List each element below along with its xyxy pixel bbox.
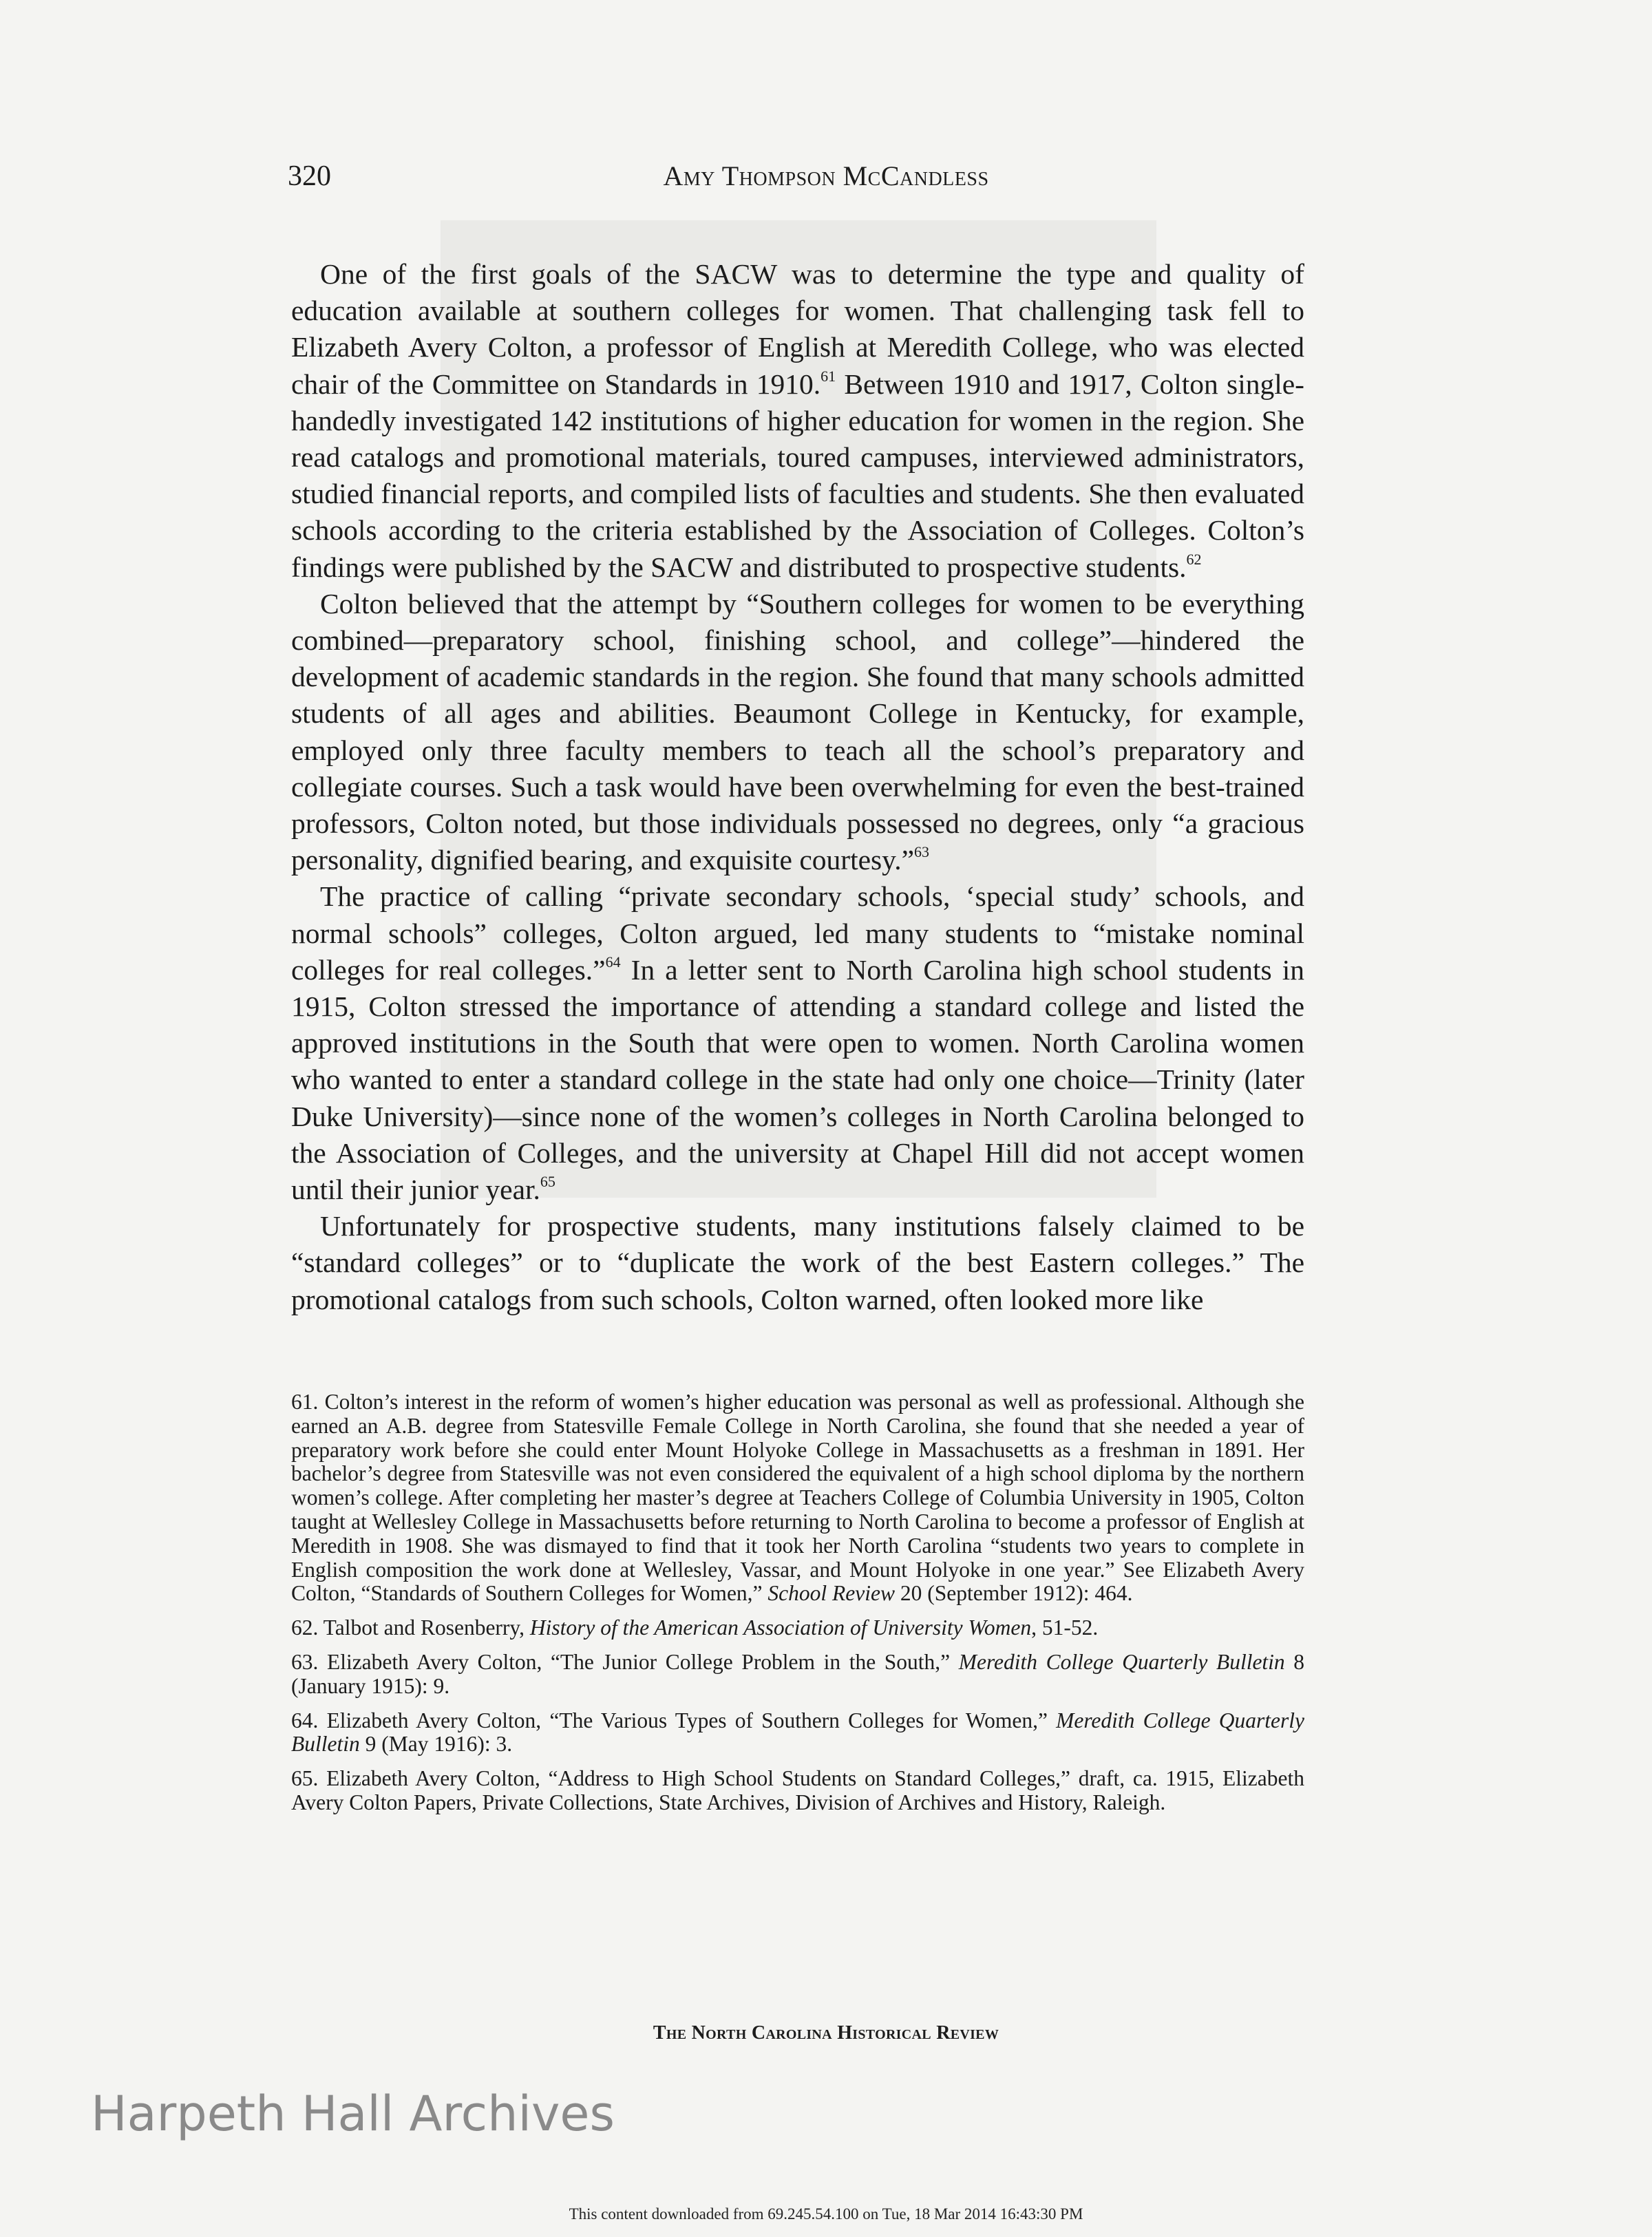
footnote-ref[interactable]: 61 <box>820 367 836 385</box>
footnote-64: 64. Elizabeth Avery Colton, “The Various Types of Southern Colleges for Women,” Meredith College Quarterly Bulletin 9 (May 1916): 3. <box>291 1708 1304 1757</box>
download-notice: This content downloaded from 69.245.54.100 on Tue, 18 Mar 2014 16:43:30 PM <box>569 2205 1083 2223</box>
footnote-63: 63. Elizabeth Avery Colton, “The Junior College Problem in the South,” Meredith College Quarterly Bulletin 8 (January 1915): 9. <box>291 1649 1305 1698</box>
paragraph: The practice of calling “private secondary schools, ‘special study’ schools, and normal schools” colleges, Colton argued, led many students to “mistake nominal colleges for real colleges.”$^{64}$ In a letter sent to North Carolina high school students in 1915, Colton stressed the importance of attending a standard college and listed the approved institutions in the South that were open to women. North Carolina women who wanted to enter a standard college in the state had only one choice—Trinity (later Duke University)—since none of the women’s colleges in North Carolina belonged to the Association of Colleges, and the university at Chapel Hill did not accept women until their junior year.$^{65}$ <box>291 880 1304 1206</box>
running-head: Amy Thompson McCandless <box>663 160 989 191</box>
paragraph: One of the first goals of the SACW was to determine the type and quality of education available at southern colleges for women. That challenging task fell to Elizabeth Avery Colton, a professor of English at Meredith College, who was elected chair of the Committee on Standards in 1910.61 Between 1910 and 1917, Colton single-handedly investigated 142 institutions of higher education for women in the region. She read catalogs and promotional materials, toured campuses, interviewed administrators, studied financial reports, and compiled lists of faculties and students. She then evaluated schools according to the criteria established by the Association of Colleges. Colton’s findings were published by the SACW and distributed to prospective students.$^{62}$ <box>291 258 1304 583</box>
paragraph: Colton believed that the attempt by “Southern colleges for women to be everything combined—preparatory school, finishing school, and college”—hindered the development of academic standards in the region. She found that many schools admitted students of all ages and abilities. Beaumont College in Kentucky, for example, employed only three faculty members to teach all the school’s preparatory and collegiate courses. Such a task would have been overwhelming for even the best-trained professors, Colton noted, but those individuals possessed no degrees, only “a gracious personality, dignified bearing, and exquisite courtesy.”$^{63}$ <box>291 587 1304 876</box>
footnote-62: 62. Talbot and Rosenberry, History of the American Association of University Women, 51-52. <box>291 1615 1099 1640</box>
footnotes <box>291 1390 1304 1825</box>
page-number: 320 <box>288 160 331 192</box>
body-text <box>291 256 1304 1318</box>
footnote-65: 65. Elizabeth Avery Colton, “Address to High School Students on Standard Colleges,” draft, ca. 1915, Elizabeth Avery Colton Papers, Private Collections, State Archives, Division of Archives and History, Raleigh. <box>291 1766 1304 1814</box>
archive-watermark: Harpeth Hall Archives <box>91 2086 615 2142</box>
footnote-61: 61. Colton’s interest in the reform of women’s higher education was personal as well as professional. Although she earned an A.B. degree from Statesville Female College in North Carolina, she found that she needed a year of preparatory work before she could enter Mount Holyoke College in Massachusetts as a freshman in 1891. Her bachelor’s degree from Statesville was not even considered the equivalent of a high school diploma by the northern women’s college. After completing her master’s degree at Teachers College of Columbia University in 1905, Colton taught at Wellesley College in Massachusetts before returning to North Carolina to become a professor of English at Meredith in 1908. She was dismayed to find that it took her North Carolina “students two years to complete in English composition the work done at Wellesley, Vassar, and Mount Holyoke in one year.” See Elizabeth Avery Colton, “Standards of Southern Colleges for Women,” School Review 20 (September 1912): 464. <box>291 1390 1304 1606</box>
footnote-ref[interactable]: 62 <box>1186 550 1202 568</box>
footnote-ref[interactable]: 63 <box>914 843 930 861</box>
footnote-ref[interactable]: 64 <box>605 953 621 971</box>
paragraph: Unfortunately for prospective students, many institutions falsely claimed to be “standard colleges” or to “duplicate the work of the best Eastern colleges.” The promotional catalogs from such schools, Colton warned, often looked more like <box>291 1210 1304 1315</box>
footnote-ref[interactable]: 65 <box>540 1173 555 1191</box>
journal-title: The North Carolina Historical Review <box>653 2022 999 2044</box>
